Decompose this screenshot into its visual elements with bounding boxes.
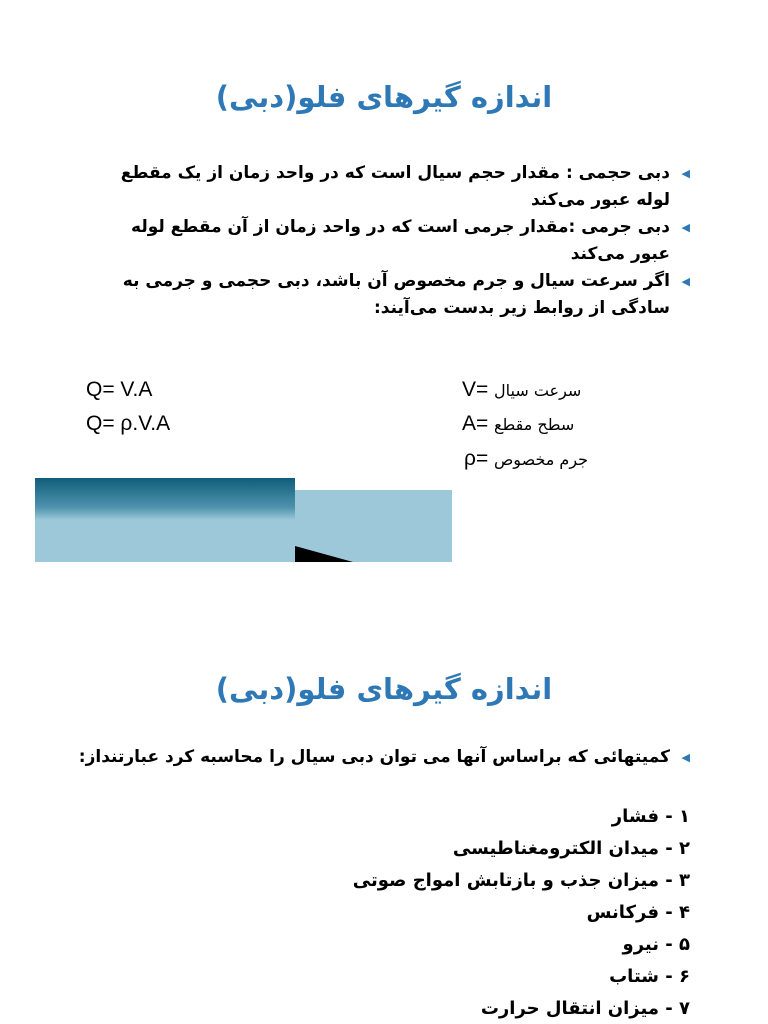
variable-velocity <box>462 378 581 402</box>
bullet-term: دبی جرمی <box>581 217 670 237</box>
bullet-text: :مقدار جرمی است که در واحد زمان از آن مقطع لوله عبور می‌کند <box>131 217 670 264</box>
variable-density <box>464 447 588 471</box>
bullet-item <box>90 214 690 268</box>
list-item: ۱ - فشار <box>611 806 690 827</box>
list-item: ۳ - میزان جذب و بازتابش امواج صوتی <box>352 870 690 891</box>
pipe-section-left <box>35 478 295 562</box>
formula-mass: Q= ρ.V.A <box>86 412 171 435</box>
list-item: ۵ - نیرو <box>622 934 690 955</box>
variable-symbol: A= <box>462 412 489 435</box>
slide2-bullets <box>70 744 690 771</box>
bullet-arrow-icon: ◀ <box>681 275 690 288</box>
variable-area <box>462 412 574 436</box>
bullet-text: : مقدار حجم سیال است که در واحد زمان از یک مقطع لوله عبور می‌کند <box>120 163 670 210</box>
bullet-item <box>70 744 690 771</box>
variable-symbol: V= <box>462 378 489 401</box>
bullet-arrow-icon: ◀ <box>681 221 690 234</box>
pipe-section-right <box>295 490 452 562</box>
variable-label: جرم مخصوص <box>493 450 589 469</box>
list-item: ۶ - شتاب <box>609 966 690 987</box>
list-item: ۴ - فرکانس <box>586 902 690 923</box>
bullet-text: کمیتهائی که براساس آنها می توان دبی سیال را محاسبه کرد عبارتنداز: <box>78 747 670 767</box>
bullet-text: اگر سرعت سیال و جرم مخصوص آن باشد، دبی حجمی و جرمی به سادگی از روابط زیر بدست می‌آیند: <box>122 271 670 318</box>
pipe-illustration <box>35 478 453 562</box>
slide1-bullets <box>90 160 690 322</box>
bullet-term: دبی حجمی <box>578 163 670 183</box>
variable-symbol: ρ= <box>464 447 489 470</box>
formula-volumetric: Q= V.A <box>86 378 153 401</box>
slide2-title: اندازه گیرهای فلو(دبی) <box>215 672 553 706</box>
bullet-arrow-icon: ◀ <box>681 751 690 764</box>
list-item: ۷ - میزان انتقال حرارت <box>480 998 690 1019</box>
bullet-arrow-icon: ◀ <box>681 167 690 180</box>
list-item: ۲ - میدان الکترومغناطیسی <box>452 838 690 859</box>
variable-label: سطح مقطع <box>494 415 575 434</box>
quantity-list <box>353 801 690 1024</box>
bullet-item <box>90 160 690 214</box>
bullet-item <box>90 268 690 322</box>
variable-label: سرعت سیال <box>494 381 582 400</box>
slide1-title: اندازه گیرهای فلو(دبی) <box>215 80 553 114</box>
